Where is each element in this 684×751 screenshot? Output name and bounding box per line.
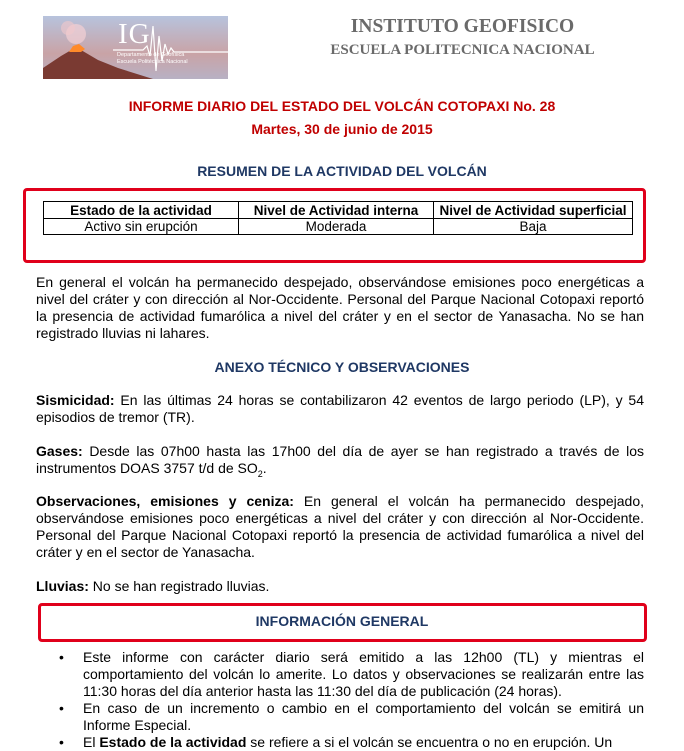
gases-label: Gases: [36, 443, 83, 459]
observations-text: En general el volcán ha permanecido despejado, observándose emisiones poco energéticas a nivel del cráter y con dirección al Nor-Occidente. Personal del Parque Nacional Cotopaxi reportó la presencia de actividad fumarólica a nivel del cráter y en el sector de Yanasacha. [36, 493, 644, 560]
seismicity-text: En las últimas 24 horas se contabilizaron 42 eventos de largo periodo (LP), y 54 episodios de tremor (TR). [36, 392, 644, 425]
observations-paragraph [36, 493, 644, 561]
list-item: • Este informe con carácter diario será emitido a las 12h00 (TL) y mientras el comportamiento del volcán lo amerite. Lo datos y observaciones se realizarán entre las 11:30 horas del día anterior hasta las 11:30 del día de publicación (24 horas). [59, 649, 644, 699]
rain-paragraph [36, 578, 644, 595]
general-info-list [36, 649, 644, 751]
logo-department: Departamento de Geofísica Escuela Politécnica Nacional [117, 52, 188, 65]
header-activity-state: Estado de la actividad [44, 202, 239, 219]
gases-text: Desde las 07h00 hasta las 17h00 del día de ayer se han registrado a través de los instrumentos DOAS 3757 t/d de SO [36, 443, 645, 476]
header-surface-level: Nivel de Actividad superficial [434, 202, 633, 219]
table-row [44, 219, 633, 235]
institute-title: INSTITUTO GEOFISICO [350, 16, 575, 37]
ig-logo [43, 16, 228, 79]
bullet-icon: • [59, 649, 64, 665]
list-item: • El Estado de la actividad se refiere a si el volcán se encuentra o no en erupción. Un [59, 734, 613, 750]
logo-letters: IG [118, 18, 151, 50]
value-internal-level: Moderada [239, 219, 434, 235]
annex-title: ANEXO TÉCNICO Y OBSERVACIONES [214, 359, 470, 375]
rain-label: Lluvias: [36, 578, 89, 594]
report-date: Martes, 30 de junio de 2015 [251, 121, 433, 137]
observations-label: Observaciones, emisiones y ceniza: [36, 493, 294, 509]
report-title: INFORME DIARIO DEL ESTADO DEL VOLCÁN COTOPAXI No. 28 [128, 98, 556, 114]
gases-subscript: 2 [257, 468, 263, 479]
activity-table [43, 201, 633, 235]
seismicity-paragraph [36, 392, 644, 426]
bullet-icon: • [59, 700, 64, 716]
summary-paragraph: En general el volcán ha permanecido despejado, observándose emisiones poco energéticas a nivel del cráter y con dirección al Nor-Occidente. Personal del Parque Nacional Cotopaxi reportó la presencia de actividad fumarólica a nivel del cráter y en el sector de Yanasacha. No se han registrado lluvias ni lahares. [36, 274, 644, 341]
summary-title: RESUMEN DE LA ACTIVIDAD DEL VOLCÁN [197, 163, 487, 179]
school-subtitle: ESCUELA POLITECNICA NACIONAL [330, 42, 595, 58]
list-item: • En caso de un incremento o cambio en el comportamiento del volcán se emitirá un Informe Especial. [59, 700, 644, 733]
value-activity-state: Activo sin erupción [44, 219, 239, 235]
value-surface-level: Baja [434, 219, 633, 235]
table-header-row [44, 202, 633, 219]
seismicity-label: Sismicidad: [36, 392, 115, 408]
rain-text: No se han registrado lluvias. [92, 578, 270, 594]
bullet-icon: • [59, 734, 64, 750]
general-info-title: INFORMACIÓN GENERAL [255, 613, 429, 629]
header-internal-level: Nivel de Actividad interna [239, 202, 434, 219]
gases-paragraph: Gases: Desde las 07h00 hasta las 17h00 del día de ayer se han registrado a través de los instrumentos DOAS 3757 t/d de $SO_2$. [36, 443, 645, 479]
